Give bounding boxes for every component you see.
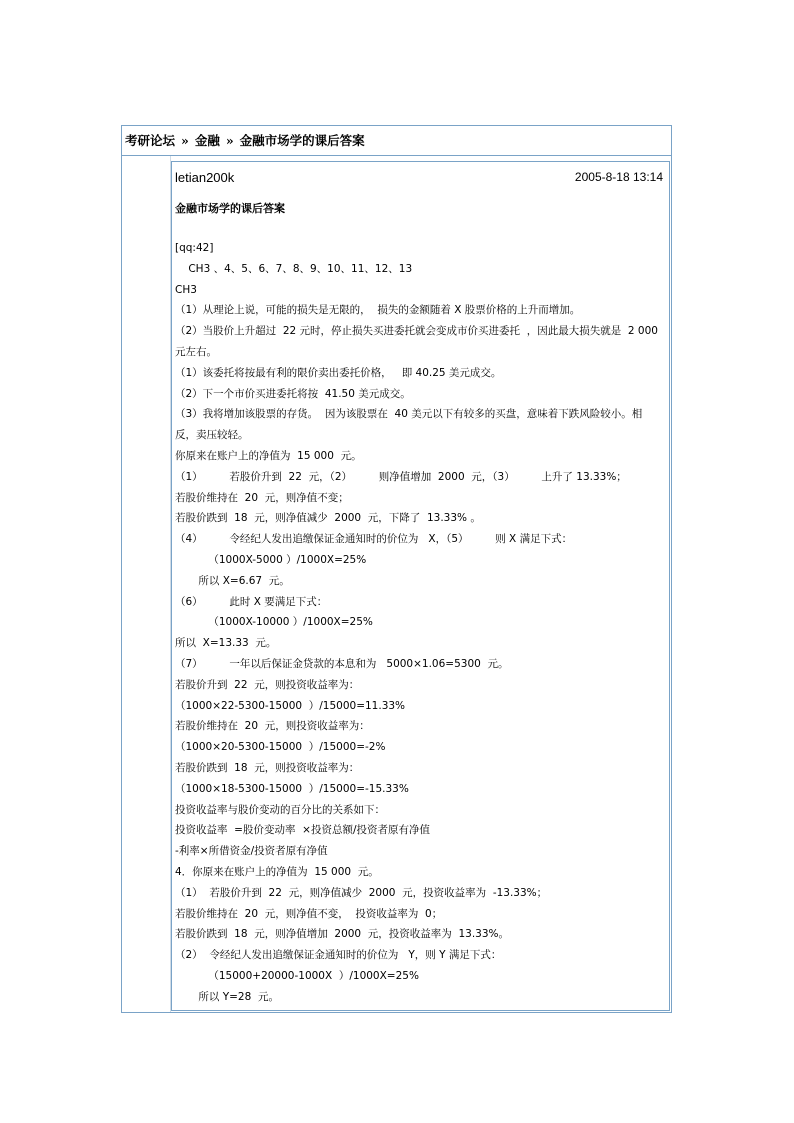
post-box <box>171 161 670 1011</box>
post-line: （2）当股价上升超过 22 元时，停止损失买进委托就会变成市价买进委托 ，因此最大损失就是 2 000 <box>175 325 658 338</box>
breadcrumb <box>122 126 671 156</box>
post-line: （3）我将增加该股票的存货。 因为该股票在 40 美元以下有较多的买盘，意味着下跌风险较小。相 <box>175 408 643 421</box>
post-date: 2005-8-18 13:14 <box>574 170 663 184</box>
post-line: 反，卖压较轻。 <box>175 429 249 442</box>
post-line: CH3 、4、5、6、7、8、9、10、11、12、13 <box>175 262 413 275</box>
author-column <box>122 156 171 1012</box>
post-line: 若股价跌到 18 元，则净值减少 2000 元，下降了 13.33% 。 <box>175 512 481 525</box>
post-line: 投资收益率与股价变动的百分比的关系如下： <box>175 803 385 816</box>
post-body <box>175 238 667 1007</box>
breadcrumb-separator: » <box>225 133 234 148</box>
post-line: （1）该委托将按最有利的限价卖出委托价格， 即 40.25 美元成交。 <box>175 366 502 379</box>
post-line: CH3 <box>175 283 197 296</box>
post-line: 若股价升到 22 元，则投资收益率为： <box>175 678 360 691</box>
post-line: 若股价维持在 20 元，则净值不变， 投资收益率为 0； <box>175 907 443 920</box>
post-line: （1） 若股价升到 22 元，（2） 则净值增加 2000 元，（3） 上升了 13.33%； <box>175 470 627 483</box>
post-line: 若股价维持在 20 元，则投资收益率为： <box>175 720 370 733</box>
post-line: （1000X-5000 ）/1000X=25% <box>175 553 367 566</box>
post-line: （1000×22-5300-15000 ）/15000=11.33% <box>175 699 406 712</box>
post-line: （1）从理论上说，可能的损失是无限的， 损失的金额随着 X 股票价格的上升而增加。 <box>175 304 581 317</box>
post-line: （1000×18-5300-15000 ）/15000=-15.33% <box>175 782 409 795</box>
post-line: 所以 X=13.33 元。 <box>175 637 277 650</box>
post-line: 4．你原来在账户上的净值为 15 000 元。 <box>175 865 379 878</box>
post-line: （7） 一年以后保证金贷款的本息和为 5000×1.06=5300 元。 <box>175 657 509 670</box>
post-line: 若股价维持在 20 元，则净值不变； <box>175 491 349 504</box>
post-line: 你原来在账户上的净值为 15 000 元。 <box>175 449 362 462</box>
post-line: 所以 X=6.67 元。 <box>175 574 290 587</box>
post-line: [qq:42] <box>175 242 214 254</box>
post-line: （2） 令经纪人发出追缴保证金通知时的价位为 Y，则 Y 满足下式： <box>175 949 502 962</box>
post-line: （1） 若股价升到 22 元，则净值减少 2000 元，投资收益率为 -13.33%； <box>175 886 548 899</box>
post-line: -利率×所借资金/投资者原有净值 <box>175 845 328 858</box>
post-title: 金融市场学的课后答案 <box>175 202 285 215</box>
breadcrumb-separator: » <box>181 133 189 148</box>
post-line: （15000+20000-1000X ）/1000X=25% <box>175 969 419 982</box>
post-line: （6） 此时 X 要满足下式： <box>175 595 328 608</box>
post-line: 所以 Y=28 元。 <box>175 990 279 1003</box>
post-line: 元左右。 <box>175 345 217 358</box>
breadcrumb-forum-link[interactable]: 考研论坛 <box>125 133 176 148</box>
post-line: 投资收益率 =股价变动率 ×投资总额/投资者原有净值 <box>175 824 430 837</box>
breadcrumb-thread-link[interactable]: 金融市场学的课后答案 <box>239 133 365 148</box>
post-line: 若股价跌到 18 元，则投资收益率为： <box>175 761 360 774</box>
post-line: （2）下一个市价买进委托将按 41.50 美元成交。 <box>175 387 411 400</box>
breadcrumb-section-link[interactable]: 金融 <box>194 133 220 148</box>
post-line: 若股价跌到 18 元，则净值增加 2000 元，投资收益率为 13.33%。 <box>175 928 509 941</box>
post-line: （1000X-10000 ）/1000X=25% <box>175 616 373 629</box>
post-table <box>121 125 672 1013</box>
post-line: （1000×20-5300-15000 ）/15000=-2% <box>175 741 386 754</box>
post-line: （4） 令经纪人发出追缴保证金通知时的价位为 X，（5） 则 X 满足下式： <box>175 533 573 546</box>
post-author[interactable]: letian200k <box>175 170 235 185</box>
